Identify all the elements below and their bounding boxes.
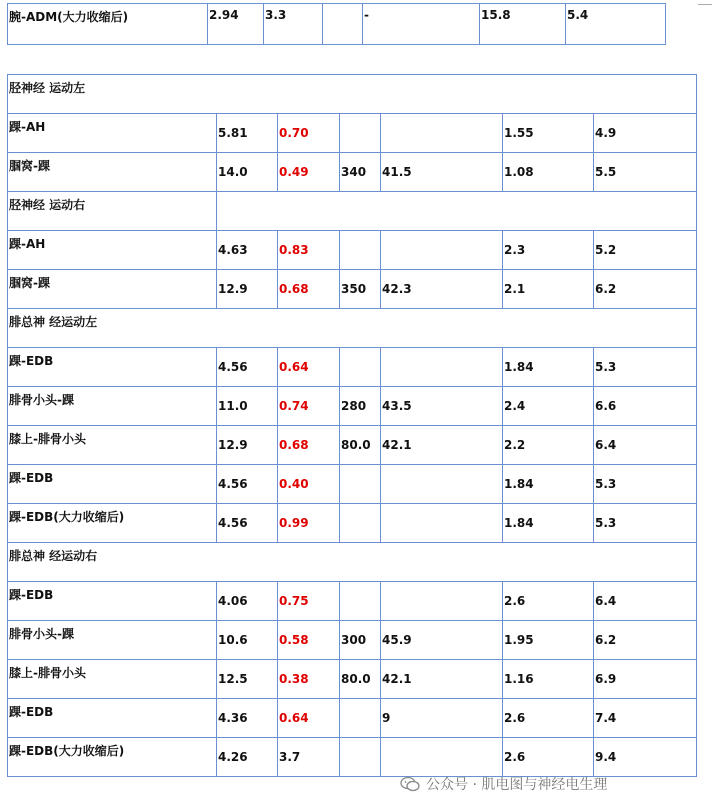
- value-cell: 4.63: [217, 231, 278, 270]
- value-cell: 14.0: [217, 153, 278, 192]
- value-cell: 11.0: [217, 387, 278, 426]
- value-cell: [340, 582, 381, 621]
- value-cell: 12.9: [217, 270, 278, 309]
- site-cell: 腓骨小头-踝: [8, 387, 217, 426]
- value-cell: 280: [340, 387, 381, 426]
- value-cell: 10.6: [217, 621, 278, 660]
- value-cell: 2.6: [503, 699, 594, 738]
- value-cell: 6.6: [594, 387, 697, 426]
- value-cell: [340, 114, 381, 153]
- value-cell: 6.9: [594, 660, 697, 699]
- watermark-text: 公众号 · 肌电图与神经电生理: [426, 777, 608, 793]
- site-cell: 膝上-腓骨小头: [8, 426, 217, 465]
- section-title: 胫神经 运动左: [8, 75, 697, 114]
- value-cell: [340, 738, 381, 777]
- value-cell: 5.81: [217, 114, 278, 153]
- value-cell: [381, 231, 503, 270]
- section-header-row: [8, 543, 697, 582]
- value-cell: 45.9: [381, 621, 503, 660]
- value-cell: 5.2: [594, 231, 697, 270]
- site-cell: 踝-AH: [8, 114, 217, 153]
- value-cell: 300: [340, 621, 381, 660]
- section-title: 腓总神 经运动左: [8, 309, 697, 348]
- value-cell: 80.0: [340, 660, 381, 699]
- value-cell: 2.1: [503, 270, 594, 309]
- value-cell: 4.56: [217, 348, 278, 387]
- value-cell: 42.1: [381, 426, 503, 465]
- value-cell: 6.4: [594, 426, 697, 465]
- table-row: [8, 153, 697, 192]
- value-cell: [340, 348, 381, 387]
- table-row: [8, 738, 697, 777]
- value-cell: 2.3: [503, 231, 594, 270]
- value-cell: 1.84: [503, 465, 594, 504]
- section-header-row: [8, 309, 697, 348]
- site-cell: 膝上-腓骨小头: [8, 660, 217, 699]
- amplitude-cell: 0.64: [278, 699, 340, 738]
- value-cell: 4.26: [217, 738, 278, 777]
- value-cell: 5.4: [566, 4, 666, 45]
- value-cell: -: [363, 4, 480, 45]
- value-cell: [381, 114, 503, 153]
- section-title: 胫神经 运动右: [8, 192, 217, 231]
- value-cell: [381, 348, 503, 387]
- site-cell: 踝-EDB: [8, 699, 217, 738]
- value-cell: 9: [381, 699, 503, 738]
- table-row: [8, 465, 697, 504]
- value-cell: 6.2: [594, 270, 697, 309]
- site-cell: 踝-EDB: [8, 465, 217, 504]
- value-cell: 12.9: [217, 426, 278, 465]
- value-cell: [340, 699, 381, 738]
- table-row: [8, 387, 697, 426]
- value-cell: [340, 231, 381, 270]
- site-cell: 踝-EDB: [8, 348, 217, 387]
- site-cell: 腘窝-踝: [8, 270, 217, 309]
- value-cell: 43.5: [381, 387, 503, 426]
- value-cell: 4.56: [217, 504, 278, 543]
- amplitude-cell: 0.74: [278, 387, 340, 426]
- value-cell: 340: [340, 153, 381, 192]
- value-cell: 6.2: [594, 621, 697, 660]
- value-cell: 350: [340, 270, 381, 309]
- table-row: [8, 114, 697, 153]
- value-cell: [381, 738, 503, 777]
- value-cell: 5.3: [594, 504, 697, 543]
- value-cell: 6.4: [594, 582, 697, 621]
- value-cell: 9.4: [594, 738, 697, 777]
- site-cell: 踝-EDB(大力收缩后): [8, 504, 217, 543]
- amplitude-cell: 0.64: [278, 348, 340, 387]
- top-table-fragment: [7, 3, 666, 45]
- site-cell: 踝-AH: [8, 231, 217, 270]
- amplitude-cell: 0.83: [278, 231, 340, 270]
- amplitude-cell: 0.49: [278, 153, 340, 192]
- amplitude-cell: 3.7: [278, 738, 340, 777]
- site-cell: 腘窝-踝: [8, 153, 217, 192]
- table-row: [8, 699, 697, 738]
- value-cell: 42.1: [381, 660, 503, 699]
- value-cell: 2.4: [503, 387, 594, 426]
- value-cell: [340, 465, 381, 504]
- amplitude-cell: 0.68: [278, 270, 340, 309]
- site-cell: 踝-EDB: [8, 582, 217, 621]
- section-header-empty: [217, 192, 697, 231]
- amplitude-cell: 0.58: [278, 621, 340, 660]
- table-row: [8, 426, 697, 465]
- section-header-row: [8, 192, 697, 231]
- value-cell: 1.08: [503, 153, 594, 192]
- value-cell: 1.55: [503, 114, 594, 153]
- table-row: [8, 504, 697, 543]
- section-header-row: [8, 75, 697, 114]
- value-cell: 1.84: [503, 348, 594, 387]
- value-cell: 2.6: [503, 738, 594, 777]
- value-cell: [381, 465, 503, 504]
- watermark: [400, 774, 607, 794]
- value-cell: 5.3: [594, 348, 697, 387]
- table-row: [8, 582, 697, 621]
- amplitude-cell: 0.70: [278, 114, 340, 153]
- value-cell: 2.2: [503, 426, 594, 465]
- amplitude-cell: 0.75: [278, 582, 340, 621]
- site-cell: 腕-ADM(大力收缩后): [8, 4, 208, 45]
- value-cell: 41.5: [381, 153, 503, 192]
- value-cell: 4.06: [217, 582, 278, 621]
- value-cell: 7.4: [594, 699, 697, 738]
- value-cell: 4.9: [594, 114, 697, 153]
- value-cell: 1.95: [503, 621, 594, 660]
- site-cell: 腓骨小头-踝: [8, 621, 217, 660]
- value-cell: 5.3: [594, 465, 697, 504]
- value-cell: [381, 582, 503, 621]
- table-row: [8, 621, 697, 660]
- value-cell: 80.0: [340, 426, 381, 465]
- value-cell: 4.56: [217, 465, 278, 504]
- value-cell: 15.8: [480, 4, 566, 45]
- value-cell: 4.36: [217, 699, 278, 738]
- page-corner-mark: [698, 0, 712, 5]
- value-cell: 12.5: [217, 660, 278, 699]
- amplitude-cell: 0.40: [278, 465, 340, 504]
- wechat-icon: [400, 776, 420, 792]
- site-cell: 踝-EDB(大力收缩后): [8, 738, 217, 777]
- value-cell: 5.5: [594, 153, 697, 192]
- table-row: [8, 231, 697, 270]
- table-row: [8, 348, 697, 387]
- value-cell: 3.3: [264, 4, 323, 45]
- nerve-conduction-table: [7, 74, 697, 777]
- value-cell: 2.94: [208, 4, 264, 45]
- value-cell: 42.3: [381, 270, 503, 309]
- value-cell: [323, 4, 363, 45]
- value-cell: [340, 504, 381, 543]
- table-row: [8, 660, 697, 699]
- table-row: [8, 270, 697, 309]
- value-cell: 2.6: [503, 582, 594, 621]
- value-cell: 1.16: [503, 660, 594, 699]
- section-title: 腓总神 经运动右: [8, 543, 697, 582]
- value-cell: [381, 504, 503, 543]
- amplitude-cell: 0.99: [278, 504, 340, 543]
- amplitude-cell: 0.68: [278, 426, 340, 465]
- amplitude-cell: 0.38: [278, 660, 340, 699]
- value-cell: 1.84: [503, 504, 594, 543]
- table-row: [8, 4, 666, 45]
